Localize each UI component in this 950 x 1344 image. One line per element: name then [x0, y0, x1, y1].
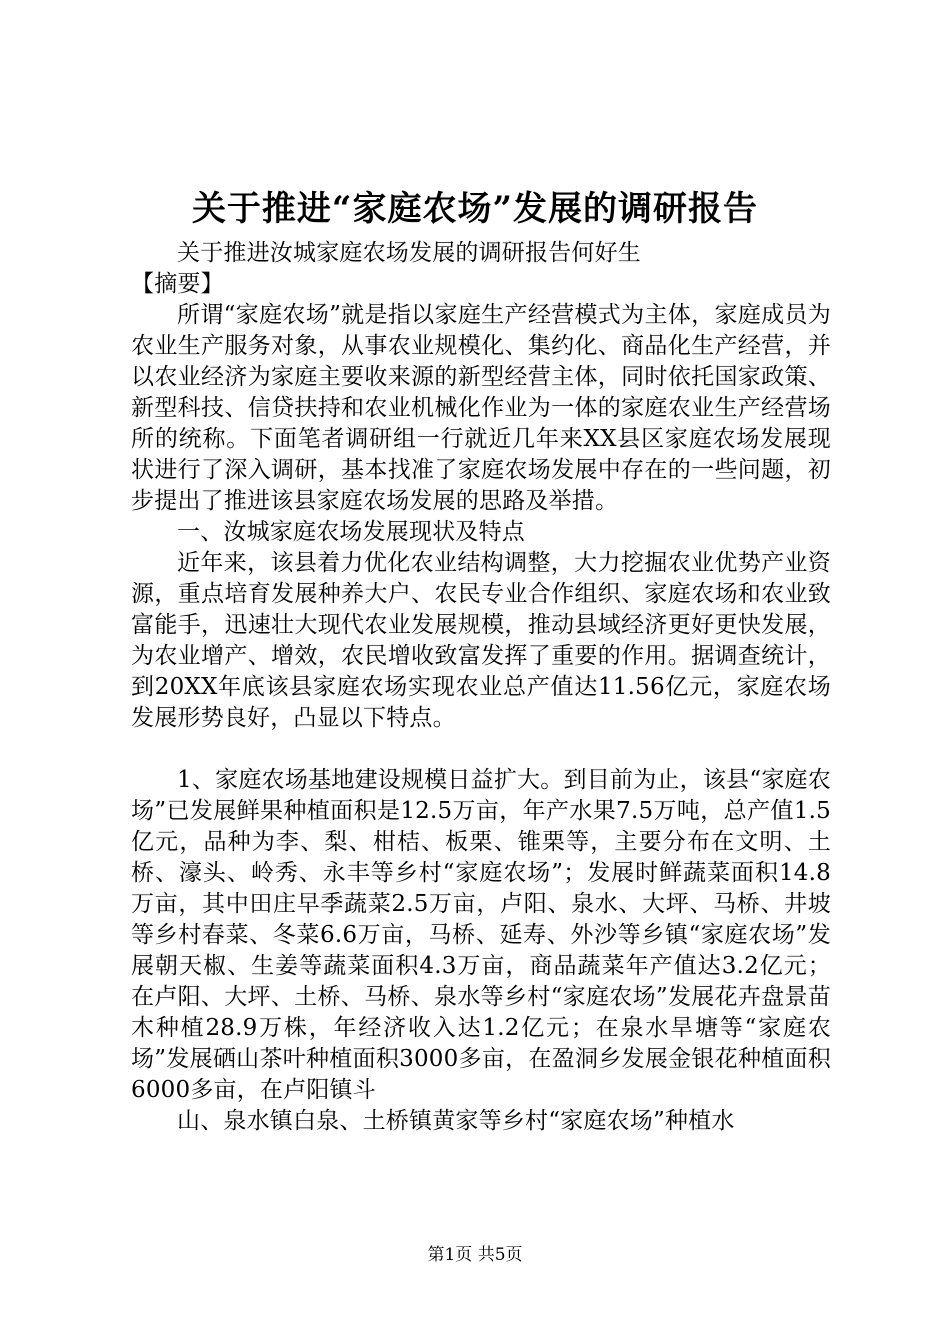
paragraph-continued: 山、泉水镇白泉、土桥镇黄家等乡村“家庭农场”种植水	[177, 1108, 735, 1134]
document-body	[131, 238, 831, 1137]
subtitle: 关于推进汝城家庭农场发展的调研报告何好生	[177, 240, 641, 266]
section-heading: 一、汝城家庭农场发展现状及特点	[177, 519, 525, 545]
paragraph-definition: 所谓“家庭农场”就是指以家庭生产经营模式为主体，家庭成员为农业生产服务对象，从事农业规模化、集约化、商品化生产经营，并以农业经济为家庭主要收来源的新型经营主体，同时依托国家政策、新型科技、信贷扶持和农业机械化作业为一体的家庭农业生产经营场所的统称。下面笔者调研组一行就近几年来XX县区家庭农场发展现状进行了深入调研，基本找准了家庭农场发展中存在的一些问题，初步提出了推进该县家庭农场发展的思路及举措。	[131, 302, 831, 514]
document-title: 关于推进“家庭农场”发展的调研报告	[191, 189, 759, 229]
paragraph-feature-1: 1、家庭农场基地建设规模日益扩大。到目前为止，该县“家庭农场”已发展鲜果种植面积是12.5万亩，年产水果7.5万吨，总产值1.5亿元，品种为李、梨、柑桔、板栗、锥栗等，主要分布在文明、土桥、濠头、岭秀、永丰等乡村“家庭农场”；发展时鲜蔬菜面积14.8万亩，其中田庄早季蔬菜2.5万亩，卢阳、泉水、大坪、马桥、井坡等乡村春菜、冬菜6.6万亩，马桥、延寿、外沙等乡镇“家庭农场”发展朝天椒、生姜等蔬菜面积4.3万亩，商品蔬菜年产值达3.2亿元；在卢阳、大坪、土桥、马桥、泉水等乡村“家庭农场”发展花卉盘景苗木种植28.9万株，年经济收入达1.2亿元；在泉水旱塘等“家庭农场”发展硒山茶叶种植面积3000多亩，在盈洞乡发展金银花种植面积6000多亩，在卢阳镇斗	[131, 767, 831, 1103]
page-footer: 第1页 共5页	[427, 1245, 523, 1265]
paragraph-overview: 近年来，该县着力优化农业结构调整，大力挖掘农业优势产业资源，重点培育发展种养大户、农民专业合作组织、家庭农场和农业致富能手，迅速壮大现代农业发展规模，推动县域经济更好更快发展，为农业增产、增效，农民增收致富发挥了重要的作用。据调查统计，到20XX年底该县家庭农场实现农业总产值达11.56亿元，家庭农场发展形势良好，凸显以下特点。	[131, 550, 831, 731]
abstract-heading: 【摘要】	[131, 271, 224, 297]
paragraph-spacer	[131, 734, 831, 765]
